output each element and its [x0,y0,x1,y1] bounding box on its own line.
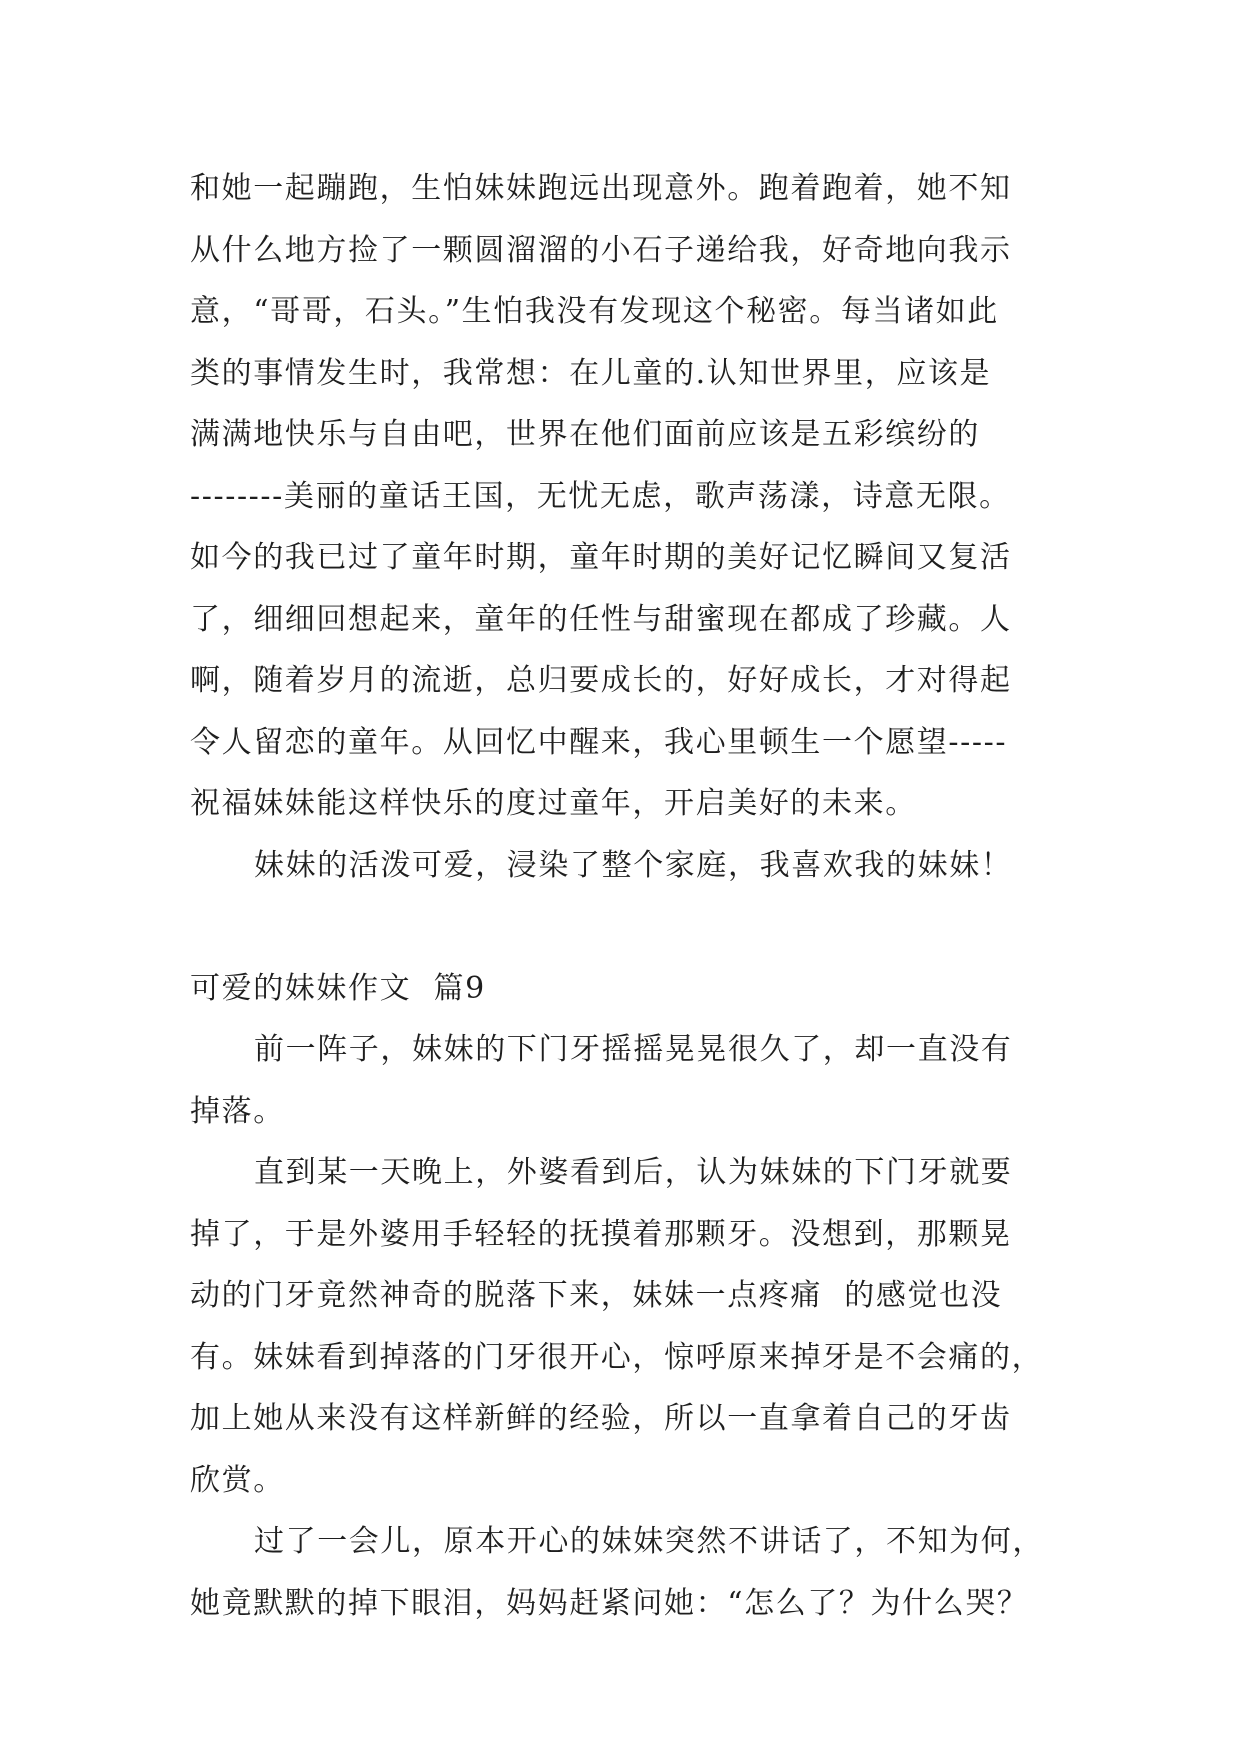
section-gap [190,896,1070,958]
paragraph-1 [190,1019,1070,1142]
text-line: 类的事情发生时，我常想：在儿童的.认知世界里，应该是 [190,355,992,391]
text-line: 掉了，于是外婆用手轻轻的抚摸着那颗牙。没想到，那颗晃 [190,1216,1012,1252]
text-line: --------美丽的童话王国，无忧无虑，歌声荡漾，诗意无限。 [190,478,1011,514]
document-body [190,158,1070,1634]
text-line: 祝福妹妹能这样快乐的度过童年，开启美好的未来。 [190,786,917,821]
text-line: 有。妹妹看到掉落的门牙很开心，惊呼原来掉牙是不会痛的， [190,1339,1044,1375]
text-line: 意，“哥哥，石头。”生怕我没有发现这个秘密。每当诸如此 [190,294,999,329]
text-line: 过了一会儿，原本开心的妹妹突然不讲话了，不知为何， [254,1524,1044,1559]
text-line: 从什么地方捡了一颗圆溜溜的小石子递给我，好奇地向我示 [190,232,1012,268]
closing-paragraph: 妹妹的活泼可爱，浸染了整个家庭，我喜欢我的妹妹！ [254,847,1013,883]
text-line: 如今的我已过了童年时期，童年时期的美好记忆瞬间又复活 [190,540,1012,575]
text-line: 她竟默默的掉下眼泪，妈妈赶紧问她：“怎么了？为什么哭？ [190,1585,1029,1621]
text-line: 令人留恋的童年。从回忆中醒来，我心里顿生一个愿望----- [190,724,1008,760]
text-line: 加上她从来没有这样新鲜的经验，所以一直拿着自己的牙齿 [190,1401,1012,1436]
text-line: 直到某一天晚上，外婆看到后，认为妹妹的下门牙就要 [254,1155,1013,1190]
text-line: 前一阵子，妹妹的下门牙摇摇晃晃很久了，却一直没有 [254,1032,1013,1067]
paragraph-2 [190,1142,1070,1511]
paragraph-3 [190,1511,1070,1634]
section-title: 可爱的妹妹作文 篇9 [190,970,486,1006]
text-line: 欣赏。 [190,1462,285,1498]
text-line: 和她一起蹦跑，生怕妹妹跑远出现意外。跑着跑着，她不知 [190,171,1012,206]
paragraph-continued [190,158,1070,835]
text-line: 满满地快乐与自由吧，世界在他们面前应该是五彩缤纷的 [190,417,980,452]
text-line: 掉落。 [190,1093,285,1129]
text-line: 了，细细回想起来，童年的任性与甜蜜现在都成了珍藏。人 [190,601,1012,637]
text-line: 啊，随着岁月的流逝，总归要成长的，好好成长，才对得起 [190,663,1012,698]
text-line: 动的门牙竟然神奇的脱落下来，妹妹一点疼痛 的感觉也没 [190,1278,1003,1313]
